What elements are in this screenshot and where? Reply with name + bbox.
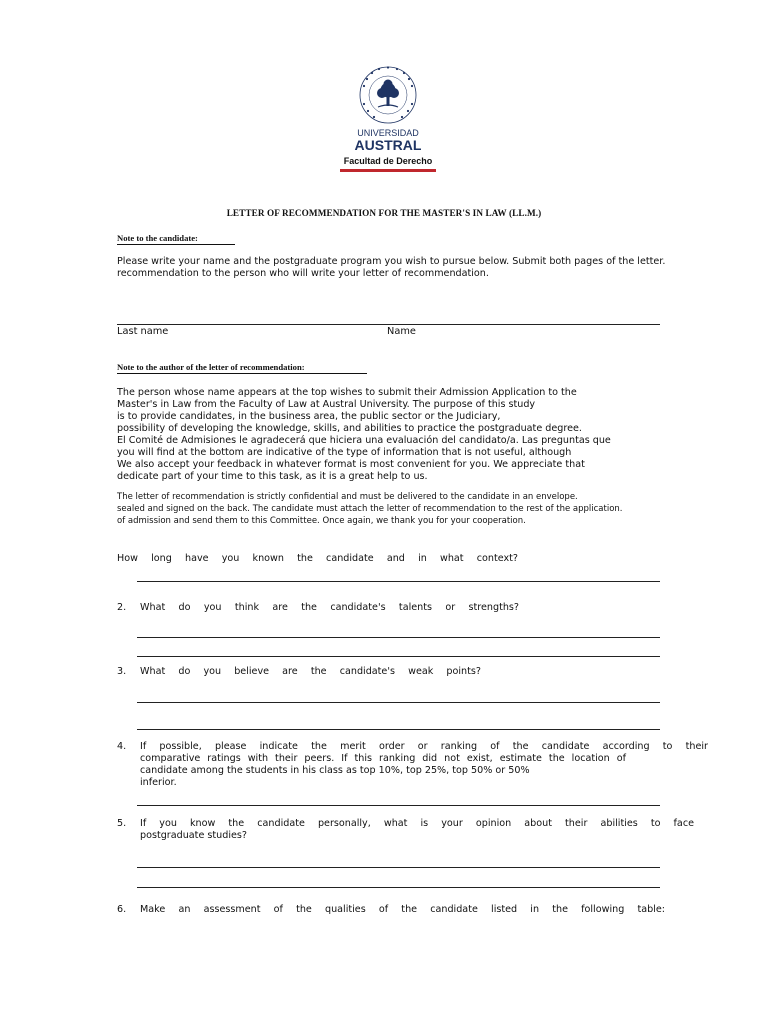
question-3 xyxy=(117,666,537,678)
question-5 xyxy=(117,818,695,842)
answer-line[interactable] xyxy=(137,729,660,730)
text-line: dedicate part of your time to this task, as it is a great help to us. xyxy=(117,471,428,482)
text-line: comparative ratings with their peers. If this ranking did not exist, estimate the location of xyxy=(140,753,626,764)
text-line: of admission and send them to this Committee. Once again, we thank you for your cooperation. xyxy=(117,516,526,526)
text-line: El Comité de Admisiones le agradecerá que hiciera una evaluación del candidato/a. Las preguntas que xyxy=(117,435,611,446)
text-line: The letter of recommendation is strictly confidential and must be delivered to the candidate in an envelope. xyxy=(117,492,578,502)
question-text: What do you believe are the candidate's weak points? xyxy=(140,666,481,677)
answer-line[interactable] xyxy=(137,656,660,657)
question-number: 5. xyxy=(117,818,127,829)
text-line: inferior. xyxy=(140,777,177,788)
note-author-heading: Note to the author of the letter of recommendation: xyxy=(117,362,367,374)
text-line: candidate among the students in his class as top 10%, top 25%, top 50% or 50% xyxy=(140,765,530,776)
note-candidate-heading: Note to the candidate: xyxy=(117,233,235,245)
text-line: sealed and signed on the back. The candidate must attach the letter of recommendation to the rest of the application. xyxy=(117,504,623,514)
question-1-text: How long have you known the candidate and in what context? xyxy=(117,553,518,564)
page-title: LETTER OF RECOMMENDATION FOR THE MASTER'S IN LAW (LL.M.) xyxy=(226,208,542,218)
question-number: 2. xyxy=(117,602,127,613)
answer-line[interactable] xyxy=(137,867,660,868)
text-line: possibility of developing the knowledge, skills, and abilities to practice the postgraduate degree. xyxy=(117,423,582,434)
text-line: recommendation to the person who will write your letter of recommendation. xyxy=(117,268,489,279)
question-number: 6. xyxy=(117,904,127,915)
text-line: The person whose name appears at the top wishes to submit their Admission Application to the xyxy=(117,387,577,398)
answer-line[interactable] xyxy=(137,805,660,806)
name-label: Name xyxy=(387,326,416,337)
note-author-paragraph-1 xyxy=(117,387,611,483)
text-line: If you know the candidate personally, what is your opinion about their abilities to face xyxy=(140,818,694,829)
question-2 xyxy=(117,602,537,614)
question-4 xyxy=(117,741,709,789)
logo-line1: UNIVERSIDAD xyxy=(357,128,419,138)
text-line: postgraduate studies? xyxy=(140,830,247,841)
logo-line2: AUSTRAL xyxy=(354,137,422,153)
question-text: What do you think are the candidate's talents or strengths? xyxy=(140,602,519,613)
answer-line[interactable] xyxy=(137,581,660,582)
last-name-label: Last name xyxy=(117,326,169,337)
text-line: Please write your name and the postgraduate program you wish to pursue below. Submit both pages of the letter. xyxy=(117,256,666,267)
question-number: 3. xyxy=(117,666,127,677)
question-text xyxy=(140,741,708,789)
answer-line[interactable] xyxy=(137,637,660,638)
text-line: If possible, please indicate the merit order or ranking of the candidate according to their xyxy=(140,741,708,752)
text-line: you will find at the bottom are indicative of the type of information that is not useful, although xyxy=(117,447,572,458)
note-candidate-text xyxy=(117,256,665,280)
logo-red-bar xyxy=(340,169,436,172)
question-text xyxy=(140,818,694,842)
name-field-line[interactable] xyxy=(117,324,660,325)
question-number: 4. xyxy=(117,741,127,752)
answer-line[interactable] xyxy=(137,702,660,703)
question-6 xyxy=(117,904,665,916)
university-logo xyxy=(340,62,436,176)
university-seal-icon xyxy=(340,62,436,176)
logo-line3: Facultad de Derecho xyxy=(343,156,433,166)
text-line: We also accept your feedback in whatever format is most convenient for you. We appreciate that xyxy=(117,459,585,470)
question-text: Make an assessment of the qualities of the candidate listed in the following table: xyxy=(140,904,665,915)
text-line: is to provide candidates, in the business area, the public sector or the Judiciary, xyxy=(117,411,501,422)
text-line: Master's in Law from the Faculty of Law at Austral University. The purpose of this study xyxy=(117,399,536,410)
answer-line[interactable] xyxy=(137,887,660,888)
note-author-paragraph-2 xyxy=(117,491,623,527)
